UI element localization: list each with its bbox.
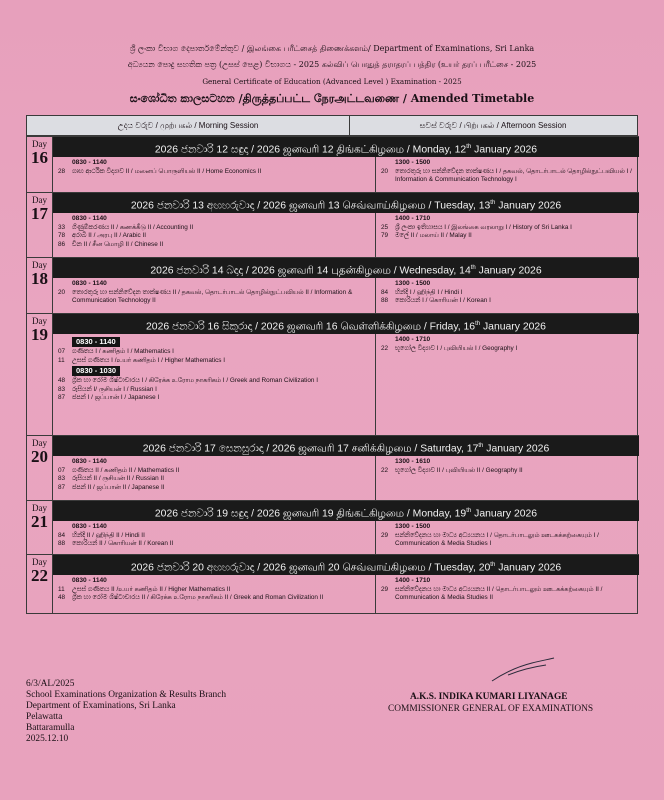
date-tail: January 2026: [483, 443, 550, 455]
department-name: Department of Examinations, Sri Lanka: [26, 701, 176, 711]
session-time: 0830 - 1140: [72, 577, 107, 584]
afternoon-cell: [376, 521, 639, 554]
subject-name: භූගෝල විද්‍යාව I / புவியியல் I / Geography I: [395, 344, 518, 352]
subject-name: රුසියන් I/ ருசியன் I / Russian I: [72, 385, 157, 393]
date-bar: [53, 193, 639, 213]
issue-date: 2025.12.10: [26, 734, 69, 744]
subject-line: [381, 586, 639, 603]
subject-code: 88: [381, 297, 389, 304]
exam-title-english: General Certificate of Education (Advanced Level ) Examination - 2025: [202, 77, 462, 86]
day-row: [27, 500, 639, 554]
date-suffix: th: [466, 144, 472, 150]
subject-code: 07: [58, 466, 66, 474]
date-text: 2026 ජනවාරි 13 අඟහරුවාදා / 2026 ஜனவரி 13 செவ்வாய்கிழமை / Tuesday, 13: [130, 200, 491, 212]
subject-code: 84: [58, 531, 66, 539]
session-header-row: [26, 115, 638, 136]
session-time: 1400 - 1710: [395, 215, 431, 222]
morning-cell: [53, 334, 376, 435]
subject-code: 87: [58, 394, 66, 401]
day-label: Day: [32, 195, 47, 205]
address-line-1: Pelawatta: [26, 712, 63, 722]
subject-line: [381, 289, 639, 298]
session-time: 0830 - 1140: [72, 280, 107, 287]
subject-name: හින්දි I / ஹிந்தி I / Hindi I: [395, 288, 463, 296]
subject-name: චීන II / சீன மொழி II / Chinese II: [72, 240, 164, 248]
day-number-cell: [27, 137, 53, 192]
date-text: 2026 ජනවාරි 20 අඟහරුවාදා / 2026 ஜனவரி 20 செவ்வாய்கிழமை / Tuesday, 20: [130, 562, 491, 574]
subject-code: 78: [58, 232, 66, 239]
subject-name: මලේ II / மலாய் II / Malay II: [395, 232, 472, 239]
subject-name: කොරියන් I / கொரியன் I / Korean I: [395, 297, 491, 304]
subject-line: [58, 475, 375, 484]
day-number: 17: [31, 204, 48, 223]
date-tail: January 2026: [495, 562, 562, 574]
subject-code: 86: [58, 240, 66, 248]
afternoon-cell: [376, 575, 639, 614]
signatory-title: COMMISSIONER GENERAL OF EXAMINATIONS: [388, 704, 594, 714]
afternoon-cell: [376, 334, 639, 435]
subject-code: 07: [58, 348, 66, 355]
subject-name: හින්දි II / ஹிந்தி II / Hindi II: [72, 531, 145, 539]
session-time: 1300 - 1500: [395, 280, 431, 287]
subject-code: 22: [381, 344, 389, 352]
subject-line: [58, 348, 375, 357]
session-time: 0830 - 1030: [72, 366, 120, 376]
session-time: 1400 - 1710: [395, 336, 431, 343]
subject-name: රුසියන් II / ருசியன் II / Russian II: [72, 475, 165, 482]
exam-title-line: අධ්‍යයන පොදු සහතික පත්‍ර (උසස් පෙළ) විභාගය - 2025 கல்விப் பொதுத் தராதரப் பத்திர (உயர் தரப் பரீட்சை - 2025: [127, 60, 537, 69]
subject-line: [58, 586, 375, 595]
reference-number: 6/3/AL/2025: [26, 679, 75, 689]
subject-line: [381, 297, 639, 306]
subject-line: [58, 289, 375, 306]
date-text: 2026 ජනවාරි 17 සෙනසුරාදා / 2026 ஜனவரி 17 சனிக்கிழமை / Saturday, 17: [142, 443, 479, 455]
morning-cell: [53, 157, 376, 192]
address-line-2: Battaramulla: [26, 723, 75, 733]
subject-code: 28: [58, 167, 66, 175]
subject-line: [381, 168, 639, 185]
day-row: [27, 257, 639, 313]
date-text: 2026 ජනවාරි 12 සඳුදා / 2026 ஜனவரி 12 திங்கட்கிழமை / Monday, 12: [154, 144, 467, 156]
subject-line: [381, 232, 639, 241]
date-tail: January 2026: [480, 321, 546, 333]
morning-cell: [53, 456, 376, 500]
subject-code: 11: [58, 356, 65, 364]
subject-code: 83: [58, 475, 66, 482]
subject-name: ග්‍රීක හා රෝම ශිෂ්ටාචාරය I / கிரேக்க உரோம நாகரிகம் I / Greek and Roman Civilization I: [72, 377, 318, 384]
subject-code: 87: [58, 483, 66, 491]
afternoon-cell: [376, 278, 639, 313]
subject-code: 29: [381, 585, 389, 593]
day-row: [27, 435, 639, 500]
subject-name: ජපන් II / ஜப்பான் II / Japanese II: [72, 483, 165, 491]
day-number-cell: [27, 193, 53, 257]
date-suffix: th: [466, 508, 472, 514]
date-bar: [53, 314, 639, 334]
timetable-title: සංශෝධිත කාලසටහන /திருத்தப்பட்ட நேரஅட்டவணை / Amended Timetable: [129, 92, 535, 105]
afternoon-session-header: සවස් වරුව / பிற்பகல் / Afternoon Session: [419, 121, 567, 130]
day-row: [27, 136, 639, 192]
session-time: 1300 - 1500: [395, 159, 431, 166]
subject-code: 84: [381, 288, 389, 296]
subject-line: [58, 168, 375, 177]
date-text: 2026 ජනවාරි 16 සිකුරාදා / 2026 ஜனவரி 16 வெள்ளிக்கிழமை / Friday, 16: [146, 321, 476, 333]
subject-name: ගණිතය I / கணிதம் I / Mathematics I: [72, 348, 174, 355]
subject-name: සන්නිවේදනය හා මාධ්‍ය අධ්‍යයනය II / தொடர்பாடலும் ஊடகக்கற்கையும் II / Communication & Media Studies II: [395, 585, 603, 601]
day-number-cell: [27, 258, 53, 313]
afternoon-cell: [376, 456, 639, 500]
day-number-cell: [27, 436, 53, 500]
subject-name: තොරතුරු හා සන්නිවේදන තාක්ෂණය I / தகவல், தொடர்பாடல் தொழில்நுட்பவியல் I / Information & Communication Technology I: [395, 167, 632, 183]
day-number: 19: [31, 325, 48, 344]
subject-name: භූගෝල විද්‍යාව II / புவியியல் II / Geography II: [395, 466, 523, 474]
morning-session-header: උදය වරුව / முற்பகல் / Morning Session: [27, 116, 350, 135]
department-line: ශ්‍රී ලංකා විභාග දෙපාර්තමේන්තුව / இலங்கை பரீட்சைத் திணைக்களம்/ Department of Examinations, Sri Lanka: [129, 44, 535, 53]
date-bar: [53, 137, 639, 157]
subject-code: 22: [381, 466, 389, 474]
day-number: 18: [31, 269, 48, 288]
date-suffix: th: [475, 321, 481, 327]
session-time: 0830 - 1140: [72, 523, 107, 530]
afternoon-cell: [376, 213, 639, 257]
subject-line: [58, 532, 375, 541]
subject-name: ගිණුම්කරණය II / கணக்கீடு II / Accounting II: [72, 223, 194, 231]
date-bar: [53, 258, 639, 278]
subject-name: තොරතුරු හා සන්නිවේදන තාක්ෂණය II / தகவல், தொடர்பாடல் தொழில்நுட்பவியல் II / Information & Communication Technology II: [72, 288, 353, 304]
subject-line: [58, 540, 375, 549]
subject-line: [58, 394, 375, 403]
date-text: 2026 ජනවාරි 19 සඳුදා / 2026 ஜனவரி 19 திங்கட்கிழமை / Monday, 19: [154, 508, 467, 520]
subject-code: 20: [381, 167, 389, 175]
date-suffix: th: [478, 443, 484, 449]
date-bar: [53, 436, 639, 456]
day-label: Day: [32, 316, 47, 326]
subject-name: උසස් ගණිතය II /உயர் கணிதம் II / Higher Mathematics II: [72, 585, 231, 593]
date-tail: January 2026: [471, 508, 538, 520]
day-number: 20: [31, 447, 48, 466]
session-time: 1400 - 1710: [395, 577, 431, 584]
session-time: 0830 - 1140: [72, 159, 107, 166]
date-tail: January 2026: [495, 200, 562, 212]
date-tail: January 2026: [475, 265, 542, 277]
day-label: Day: [32, 557, 47, 567]
subject-code: 88: [58, 540, 66, 547]
subject-code: 20: [58, 288, 66, 296]
subject-line: [58, 467, 375, 476]
morning-cell: [53, 213, 376, 257]
session-time: 0830 - 1140: [72, 458, 107, 465]
signatory-name: A.K.S. INDIKA KUMARI LIYANAGE: [410, 692, 568, 702]
morning-cell: [53, 575, 376, 614]
day-number-cell: [27, 555, 53, 614]
subject-code: 33: [58, 223, 66, 231]
subject-name: ගෘහ ආර්ථික විද්‍යාව II / மனைப் பொருளியல் II / Home Economics II: [72, 167, 262, 175]
subject-name: අරාබි II / அரபு II / Arabic II: [72, 232, 147, 239]
subject-name: ග්‍රීක හා රෝම ශිෂ්ටාචාරය II / கிரேக்க உரோம நாகரிகம் II / Greek and Roman Civilization II: [72, 594, 324, 601]
subject-code: 83: [58, 385, 66, 393]
day-number-cell: [27, 314, 53, 435]
subject-line: [381, 532, 639, 549]
date-suffix: th: [470, 265, 476, 271]
day-label: Day: [32, 260, 47, 270]
session-time: 1300 - 1500: [395, 523, 431, 530]
subject-name: සන්නිවේදනය හා මාධ්‍ය අධ්‍යයනය I / தொடர்பாடலும் ஊடகக்கற்கையும் I / Communication & Media Studies I: [395, 531, 599, 547]
subject-code: 25: [381, 223, 389, 231]
day-row: [27, 313, 639, 435]
subject-line: [58, 232, 375, 241]
subject-name: ජපන් I / ஜப்பான் I / Japanese I: [72, 394, 160, 401]
subject-code: 79: [381, 232, 389, 239]
subject-line: [58, 386, 375, 395]
date-tail: January 2026: [471, 144, 538, 156]
session-time: 1300 - 1610: [395, 458, 431, 465]
branch-name: School Examinations Organization & Results Branch: [26, 690, 227, 700]
day-row: [27, 192, 639, 257]
afternoon-cell: [376, 157, 639, 192]
subject-code: 29: [381, 531, 389, 539]
subject-line: [58, 224, 375, 233]
day-number: 16: [31, 148, 48, 167]
subject-line: [58, 594, 375, 603]
subject-code: 48: [58, 377, 66, 384]
subject-name: උසස් ගණිතය I /உயர் கணிதம் I / Higher Mathematics I: [72, 356, 226, 364]
day-label: Day: [32, 503, 47, 513]
day-number: 22: [31, 566, 48, 585]
subject-line: [58, 241, 375, 250]
subject-line: [381, 224, 639, 233]
date-suffix: th: [490, 562, 496, 568]
date-suffix: th: [490, 200, 496, 206]
timetable-grid: [26, 136, 638, 614]
subject-code: 48: [58, 594, 66, 601]
session-time: 0830 - 1140: [72, 215, 107, 222]
date-text: 2026 ජනවාරි 14 බදාදා / 2026 ஜனவரி 14 புதன்கிழமை / Wednesday, 14: [150, 265, 471, 277]
subject-name: ශ්‍රී ලංකා ඉතිහාසය I / இலங்கை வரலாறு I / History of Sri Lanka I: [395, 223, 572, 231]
day-number-cell: [27, 501, 53, 554]
date-bar: [53, 555, 639, 575]
subject-line: [58, 357, 375, 366]
signature-mark: [488, 655, 558, 687]
subject-name: ගණිතය II / கணிதம் II / Mathematics II: [72, 466, 180, 474]
session-time: 0830 - 1140: [72, 337, 120, 347]
morning-cell: [53, 278, 376, 313]
subject-line: [381, 467, 639, 476]
day-row: [27, 554, 639, 614]
subject-line: [58, 484, 375, 493]
subject-line: [381, 345, 639, 354]
day-label: Day: [32, 139, 47, 149]
subject-line: [58, 377, 375, 386]
subject-code: 11: [58, 585, 65, 593]
date-bar: [53, 501, 639, 521]
subject-name: කොරියන් II / கொரியன் II / Korean II: [72, 540, 174, 547]
day-label: Day: [32, 438, 47, 448]
morning-cell: [53, 521, 376, 554]
day-number: 21: [31, 512, 48, 531]
